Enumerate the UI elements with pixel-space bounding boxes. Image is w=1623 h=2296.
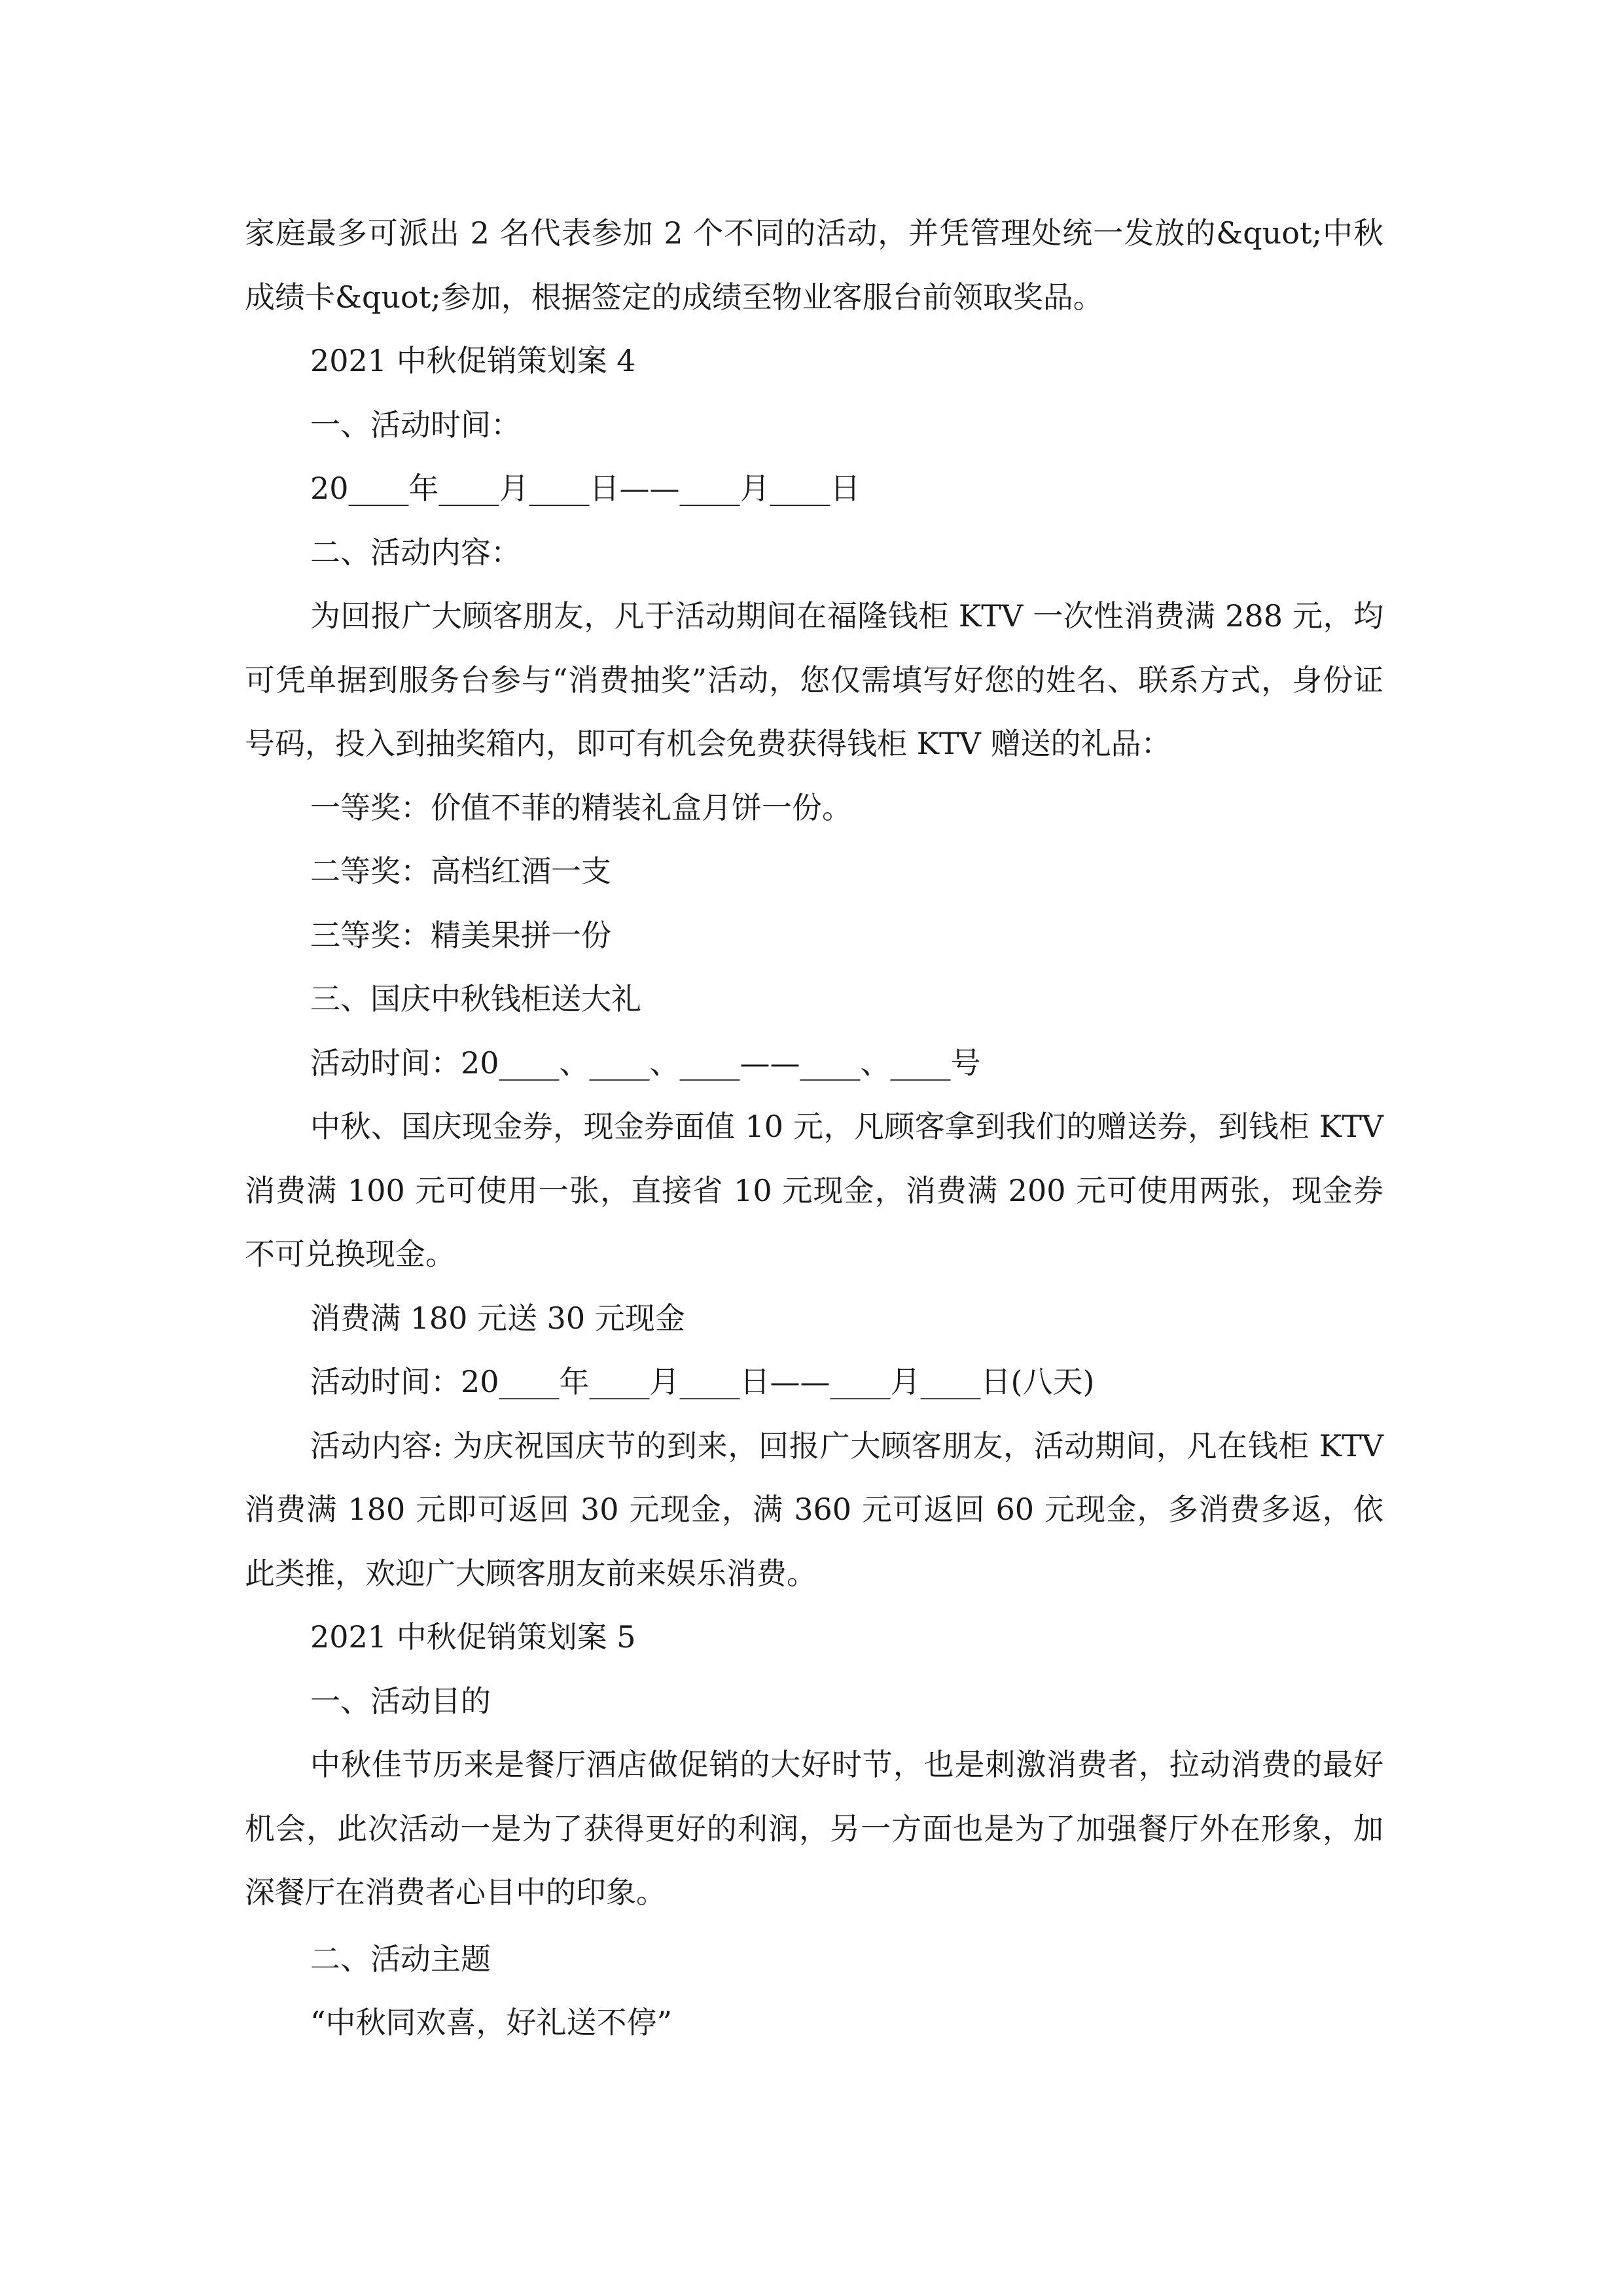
prize-second: 二等奖：高档红酒一支 <box>310 853 611 889</box>
section-heading-plan-5: 2021 中秋促销策划案 5 <box>310 1619 636 1655</box>
heading-activity-time: 一、活动时间： <box>310 406 521 442</box>
heading-activity-content: 二、活动内容： <box>310 534 521 570</box>
paragraph-cash-voucher: 中秋、国庆现金券，现金券面值 10 元，凡顾客拿到我们的赠送券，到钱柜 KTV 消费满 100 元可使用一张，直接省 10 元现金，消费满 200 元可使用两张，现金券不可兑换现金。 <box>245 1109 1383 1272</box>
heading-national-day-gift: 三、国庆中秋钱柜送大礼 <box>310 981 641 1016</box>
activity-theme-slogan: “中秋同欢喜，好礼送不停” <box>310 2005 673 2040</box>
document-body <box>245 202 1383 2055</box>
paragraph-cashback-content: 活动内容: 为庆祝国庆节的到来，回报广大顾客朋友，活动期间，凡在钱柜 KTV 消费满 180 元即可返回 30 元现金，满 360 元可返回 60 元现金，多消费多返，依此类推，欢迎广大顾客朋友前来娱乐消费。 <box>245 1427 1383 1591</box>
section-heading-plan-4: 2021 中秋促销策划案 4 <box>310 343 636 378</box>
promo-spend-180: 消费满 180 元送 30 元现金 <box>310 1300 685 1336</box>
heading-activity-theme: 二、活动主题 <box>310 1941 491 1977</box>
activity-time-blank: 活动时间：20____、____、____——____、____号 <box>310 1045 981 1081</box>
date-range-blank: 20____年____月____日——____月____日 <box>310 471 861 506</box>
paragraph-purpose: 中秋佳节历来是餐厅酒店做促销的大好时节，也是刺激消费者，拉动消费的最好机会，此次活动一是为了获得更好的利润，另一方面也是为了加强餐厅外在形象，加深餐厅在消费者心目中的印象。 <box>245 1747 1383 1910</box>
heading-activity-purpose: 一、活动目的 <box>310 1683 491 1719</box>
activity-time-eight-days: 活动时间：20____年____月____日——____月____日(八天) <box>310 1364 1095 1399</box>
prize-first: 一等奖：价值不菲的精装礼盒月饼一份。 <box>310 789 852 825</box>
prize-third: 三等奖：精美果拼一份 <box>310 917 611 953</box>
paragraph-lottery-intro: 为回报广大顾客朋友，凡于活动期间在福隆钱柜 KTV 一次性消费满 288 元，均可凭单据到服务台参与“消费抽奖”活动，您仅需填写好您的姓名、联系方式，身份证号码，投入到抽奖箱内，即可有机会免费获得钱柜 KTV 赠送的礼品： <box>245 598 1383 761</box>
paragraph-continuation: 家庭最多可派出 2 名代表参加 2 个不同的活动，并凭管理处统一发放的&quot;中秋成绩卡&quot;参加，根据签定的成绩至物业客服台前领取奖品。 <box>245 215 1383 315</box>
